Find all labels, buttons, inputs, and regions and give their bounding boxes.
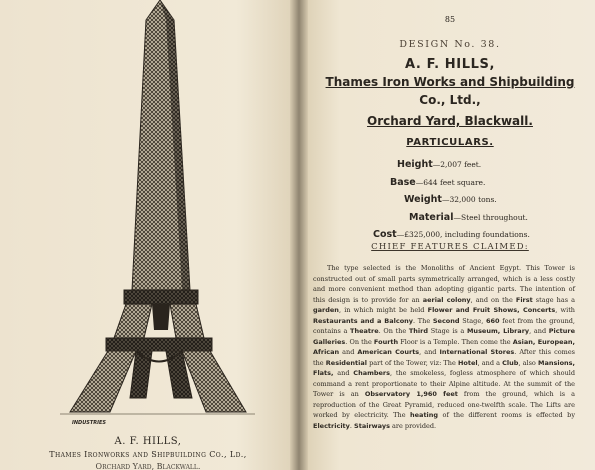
tower-illustration <box>40 0 270 420</box>
design-number: DESIGN No. 38. <box>399 39 501 50</box>
bold-phrase: Second <box>432 316 460 325</box>
firm-name-cont: Co., Ltd., <box>419 93 481 107</box>
body-text: Stage, <box>459 316 486 325</box>
bold-phrase: Third <box>408 327 429 335</box>
body-text: are provided. <box>389 421 437 430</box>
particular-material <box>305 209 595 227</box>
author-name: A. F. HILLS, <box>405 57 495 72</box>
bold-phrase: Theatre <box>350 327 379 335</box>
page-number: 85 <box>444 15 456 24</box>
body-text: . <box>349 421 355 430</box>
book-gutter <box>290 0 308 470</box>
body-text: Stage is a <box>428 327 467 335</box>
body-text: , and a <box>477 358 503 367</box>
body-text: . On the <box>345 337 374 346</box>
right-page <box>305 0 595 470</box>
figure-label: INDUSTRIES <box>72 420 106 426</box>
body-text: , and <box>419 348 440 356</box>
body-text: part of the Tower, viz: The <box>366 358 458 367</box>
bold-phrase: Chambers <box>353 369 390 377</box>
bold-phrase: Restaurants and a Balcony <box>313 316 414 325</box>
particulars-heading: PARTICULARS. <box>406 137 494 148</box>
particular-value: —32,000 tons. <box>441 195 497 204</box>
bold-phrase: Club <box>502 358 519 367</box>
particulars-list <box>305 156 595 244</box>
particular-label: Material <box>409 211 454 223</box>
particular-label: Weight <box>404 194 442 205</box>
bold-phrase: 660 <box>485 316 500 325</box>
body-text: , and <box>529 327 549 335</box>
firm-name: Thames Iron Works and Shipbuilding <box>325 75 575 89</box>
bold-phrase: Mansions, Flats, <box>313 358 575 377</box>
body-text: . After this comes the <box>313 348 575 367</box>
features-paragraph <box>313 263 575 431</box>
features-body <box>313 263 575 431</box>
bold-phrase: garden <box>313 306 339 314</box>
particular-value: —2,007 feet. <box>432 160 482 169</box>
particular-value: —£325,000, including foundations. <box>396 230 530 239</box>
body-text: of the different rooms is effected by <box>438 411 575 419</box>
particular-weight <box>305 191 595 209</box>
bold-phrase: Asian, European, African <box>313 337 575 356</box>
bold-phrase: Electricity <box>313 421 350 430</box>
bold-phrase: heating <box>410 411 439 419</box>
body-text: and <box>333 369 354 377</box>
bold-phrase: International Stores <box>439 348 515 356</box>
bold-phrase: Flower and Fruit Shows, Concerts <box>427 306 556 314</box>
body-text: from the ground, which is a reproduction of the Great Pyramid, reduced one-twelfth scale. The Lifts are worked by electricity. The <box>313 390 576 419</box>
bold-phrase: aerial colony <box>422 295 471 304</box>
bold-phrase: Fourth <box>373 337 399 346</box>
body-text: , in which might be held <box>338 306 428 314</box>
caption-firm: Thames Ironworks and Shipbuilding Co., Ld., <box>49 450 247 459</box>
particular-base <box>305 174 595 192</box>
body-text: Floor is a Temple. Then come the <box>398 337 513 346</box>
body-text: , the smokeless, fogless atmosphere of which should command a rent proportionate to their Alpine altitude. At the summit of the Tower is an <box>313 369 576 398</box>
body-text: feet from the ground, contains a <box>313 316 575 335</box>
particular-cost <box>305 226 595 244</box>
particular-label: Base <box>390 176 416 188</box>
body-text: . The <box>413 316 433 325</box>
body-text: The type selected is the Monoliths of Ancient Egypt. This Tower is constructed out of small parts symmetrically arranged, which is a less costly and more convenient method than adopting gigantic parts. The intention of this design is to provide for an <box>313 264 575 304</box>
bold-phrase: Observatory 1,960 feet <box>364 390 458 398</box>
body-text: stage has a <box>532 295 575 304</box>
particular-height <box>305 156 595 174</box>
bold-phrase: Hotel <box>457 358 478 367</box>
chief-features-heading: CHIEF FEATURES CLAIMED: <box>371 242 529 252</box>
caption-address: Orchard Yard, Blackwall. <box>95 462 201 470</box>
body-text: , and on the <box>470 295 516 304</box>
firm-address: Orchard Yard, Blackwall. <box>367 114 533 128</box>
body-text: . On the <box>378 327 409 335</box>
particular-value: —Steel throughout. <box>453 212 528 222</box>
bold-phrase: First <box>515 295 533 304</box>
bold-phrase: American Courts <box>357 348 420 356</box>
body-text: and <box>339 348 358 356</box>
bold-phrase: Residential <box>325 358 367 367</box>
body-text: , with <box>555 306 575 314</box>
caption-author: A. F. HILLS, <box>114 436 182 447</box>
particular-label: Height <box>397 159 433 170</box>
body-text: , also <box>518 358 538 367</box>
particular-label: Cost <box>373 229 397 240</box>
bold-phrase: Picture Galleries <box>313 327 575 346</box>
bold-phrase: Stairways <box>354 421 390 430</box>
left-page <box>0 0 296 470</box>
particular-value: —644 feet square. <box>415 177 486 187</box>
bold-phrase: Museum, Library <box>466 327 530 335</box>
